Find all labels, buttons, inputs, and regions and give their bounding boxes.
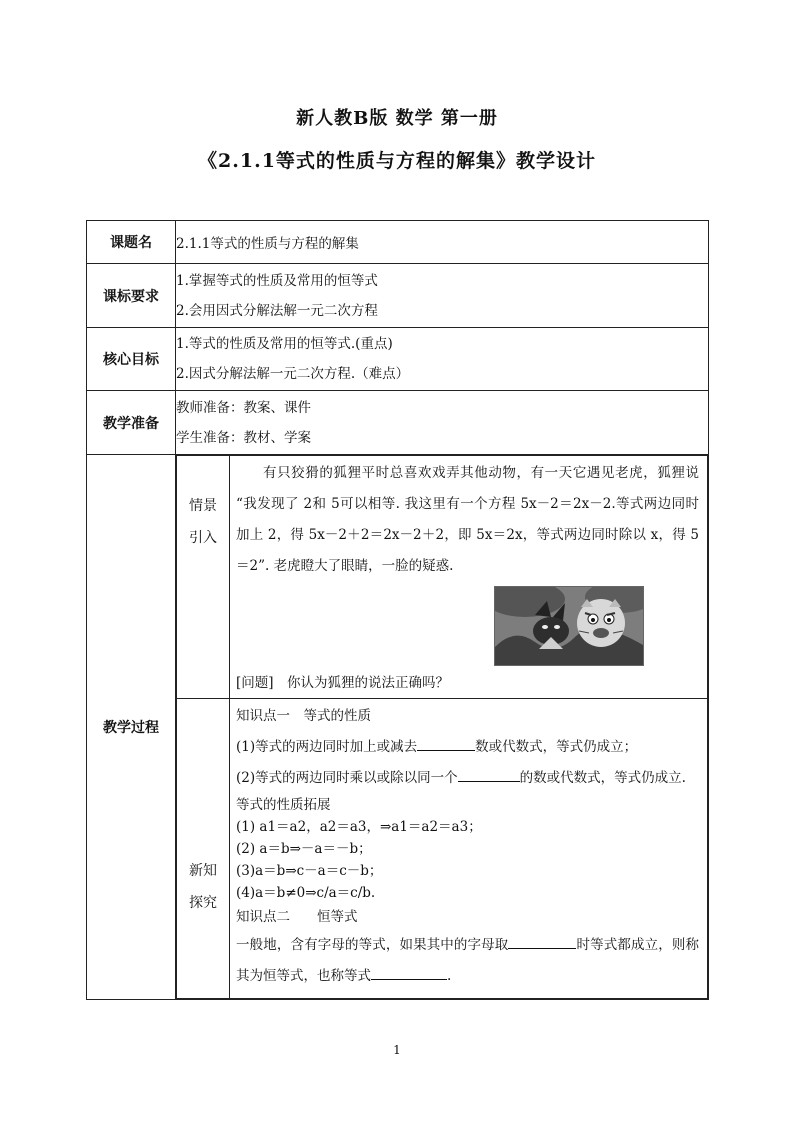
property-2-b: 的数或代数式，等式仍成立. bbox=[519, 770, 686, 786]
requirement-1: 1.掌握等式的性质及常用的恒等式 bbox=[176, 272, 378, 289]
sublabel-intro-1: 情景 bbox=[189, 498, 217, 514]
intro-paragraph: 有只狡猾的狐狸平时总喜欢戏弄其他动物，有一天它遇见老虎，狐狸说 “我发现了 2和 5可以相等. 我这里有一个方程 5x－2＝2x－2.等式两边同时加上 2，得 5x－2＋2＝2x－2＋2，即 5x＝2x，等式两边同时除以 x，得 5＝2”. 老虎瞪大了眼睛，一脸的疑惑. bbox=[236, 465, 699, 574]
page-number: 1 bbox=[393, 1043, 401, 1057]
sublabel-explore-2: 探究 bbox=[189, 895, 217, 911]
row-topic bbox=[87, 221, 709, 264]
sublabel-intro-2: 引入 bbox=[189, 530, 217, 546]
process-inner-table bbox=[176, 455, 708, 999]
label-process: 教学过程 bbox=[87, 455, 176, 1000]
label-prep: 教学准备 bbox=[87, 391, 176, 455]
knowledge-point-1: 知识点一 等式的性质 bbox=[236, 708, 371, 724]
requirement-2: 2.会用因式分解法解一元二次方程 bbox=[176, 302, 378, 319]
label-topic: 课题名 bbox=[87, 221, 176, 264]
property-1-b: 数或代数式，等式仍成立； bbox=[475, 739, 638, 755]
extension-4: (4)a＝b≠0⇒c/a＝c/b. bbox=[236, 885, 376, 901]
identity-def-a: 一般地，含有字母的等式，如果其中的字母取 bbox=[236, 937, 509, 953]
identity-def-b: 时等式都成立，则称其为恒等式，也称等式 bbox=[236, 937, 700, 984]
row-goals bbox=[87, 328, 709, 391]
knowledge-point-2: 知识点二 恒等式 bbox=[236, 909, 358, 925]
prep-teacher: 教师准备：教案、课件 bbox=[176, 399, 311, 416]
blank-2 bbox=[458, 767, 520, 782]
section-intro bbox=[177, 456, 708, 699]
property-2 bbox=[236, 763, 699, 794]
label-requirements: 课标要求 bbox=[87, 264, 176, 328]
blank-3 bbox=[508, 934, 576, 949]
row-prep bbox=[87, 391, 709, 455]
doc-subtitle: 《2.1.1等式的性质与方程的解集》教学设计 bbox=[198, 150, 596, 172]
intro-question: [问题] 你认为狐狸的说法正确吗？ bbox=[236, 675, 450, 691]
goal-2: 2.因式分解法解一元二次方程.（难点） bbox=[176, 366, 410, 382]
extension-2: (2) a＝b⇒－a＝－b； bbox=[236, 841, 372, 857]
sublabel-explore-1: 新知 bbox=[189, 863, 217, 879]
property-1 bbox=[236, 732, 699, 763]
doc-title: 新人教B版 数学 第一册 bbox=[296, 108, 498, 129]
row-process bbox=[87, 455, 709, 1000]
blank-1 bbox=[417, 736, 475, 751]
extension-1: (1) a1＝a2，a2＝a3，⇒a1＝a2＝a3； bbox=[236, 819, 482, 835]
property-1-a: (1)等式的两边同时加上或减去 bbox=[236, 739, 418, 755]
lesson-table bbox=[86, 220, 709, 1000]
extension-3: (3)a＝b⇒c－a＝c－b； bbox=[236, 863, 383, 879]
label-goals: 核心目标 bbox=[87, 328, 176, 391]
row-requirements bbox=[87, 264, 709, 328]
fox-tiger-illustration bbox=[494, 586, 644, 666]
identity-def-c: . bbox=[447, 968, 452, 984]
identity-definition bbox=[236, 930, 699, 992]
value-topic: 2.1.1等式的性质与方程的解集 bbox=[176, 221, 709, 264]
goal-1: 1.等式的性质及常用的恒等式.(重点) bbox=[176, 336, 393, 352]
prep-student: 学生准备：教材、学案 bbox=[176, 429, 311, 446]
fox-tiger-image-icon bbox=[495, 587, 643, 665]
extension-title: 等式的性质拓展 bbox=[236, 797, 331, 813]
section-explore bbox=[177, 699, 708, 999]
blank-4 bbox=[371, 965, 447, 980]
property-2-a: (2)等式的两边同时乘以或除以同一个 bbox=[236, 770, 458, 786]
